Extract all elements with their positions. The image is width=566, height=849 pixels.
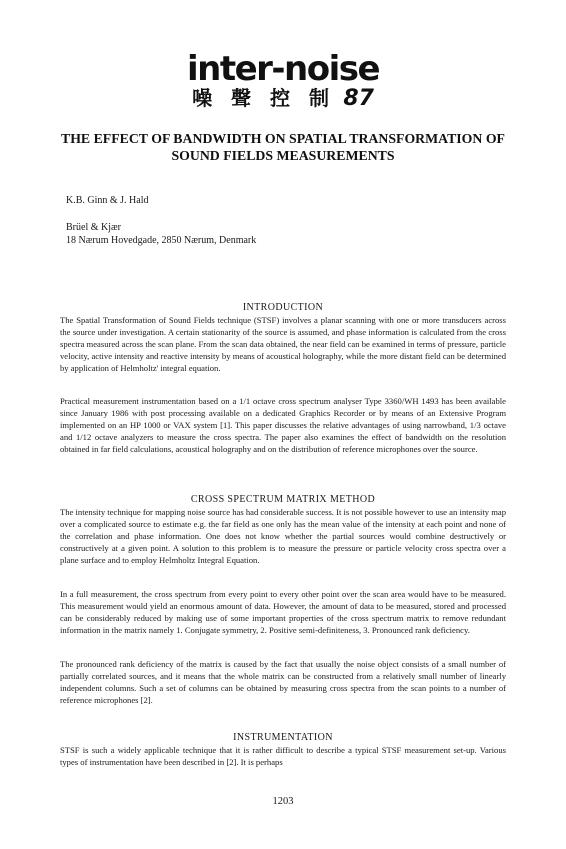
section-heading-instrumentation: INSTRUMENTATION — [233, 732, 333, 743]
introduction-paragraph-2: Practical measurement instrumentation based on a 1/1 octave cross spectrum analyser Type 3360/WH 1493 has been available since January 1986 with post processing available on a dedicated Graphics Recorder or by means of an Extensive Program implemented on an HP 1000 or VAX system [1]. This paper discusses the relative advantages of using narrowband, 1/3 octave and 1/12 octave analyzers to measure the cross spectra. The paper also examines the effect of bandwidth on the resolution obtained in far field calculations, acoustical holography and on the distribution of reference microphones over the source. — [60, 396, 506, 455]
instrumentation-paragraph-1: STSF is such a widely applicable technique that it is rather difficult to describe a typical STSF measurement set-up. Various types of instrumentation have been described in [2]. It is perhaps — [60, 745, 506, 768]
logo-wordmark: inter-noise — [186, 49, 380, 89]
page-number: 1203 — [272, 796, 294, 807]
conference-logo — [0, 49, 566, 111]
paper-authors: K.B. Ginn & J. Hald — [66, 195, 149, 206]
introduction-paragraph-1: The Spatial Transformation of Sound Fields technique (STSF) involves a planar scanning with one or more transducers across the source under investigation. A certain stationarity of the source is assumed, and phase information is calculated from the cross spectra measured across the scan plane. From the scan data obtained, the near field can be examined in terms of pressure, particle velocity, active intensity and reactive intensity by means of acoustical holography, while the more distant field can be determined by application of Helmholtz' integral equation. — [60, 315, 506, 374]
affiliation-company: Brüel & Kjær — [66, 222, 121, 233]
author-affiliation — [66, 222, 256, 247]
cross-spectrum-paragraph-3: The pronounced rank deficiency of the matrix is caused by the fact that usually the noise object consists of a small number of partially correlated sources, and it means that the whole matrix can be constructed from a relatively small number of linearly independent columns. Such a set of columns can be obtained by measuring cross spectra from the scan points to a number of reference microphones [2]. — [60, 659, 506, 706]
logo-year: 87 — [343, 86, 374, 111]
logo-subline — [0, 86, 566, 111]
logo-cjk-text: 噪 聲 控 制 — [192, 86, 335, 110]
cross-spectrum-paragraph-2: In a full measurement, the cross spectrum from every point to every other point over the scan area would have to be measured. This measurement would yield an enormous amount of data. However, the amount of data to be measured, stored and processed can be considerably reduced by making use of some important properties of the cross spectrum matrix to remove redundant information in the matrix namely 1. Conjugate symmetry, 2. Positive semi-definiteness, 3. Pronounced rank deficiency. — [60, 589, 506, 636]
section-heading-cross-spectrum: CROSS SPECTRUM MATRIX METHOD — [190, 494, 376, 505]
affiliation-address: 18 Nærum Hovedgade, 2850 Nærum, Denmark — [66, 234, 257, 246]
paper-title: THE EFFECT OF BANDWIDTH ON SPATIAL TRANSFORMATION OF SOUND FIELDS MEASUREMENTS — [61, 131, 505, 163]
section-heading-introduction: INTRODUCTION — [242, 302, 324, 313]
cross-spectrum-paragraph-1: The intensity technique for mapping noise source has had considerable success. It is not possible however to use an intensity map over a complicated source to estimate e.g. the far field as one only has the mean value of the intensity at each point and none of the correlation and phase information. One does not know whether the partial sources would combine destructively or constructively at a given point. A solution to this problem is to measure the pressure or particle velocity cross spectra over a plane surface and to employ Helmholtz Integral Equation. — [60, 507, 506, 566]
